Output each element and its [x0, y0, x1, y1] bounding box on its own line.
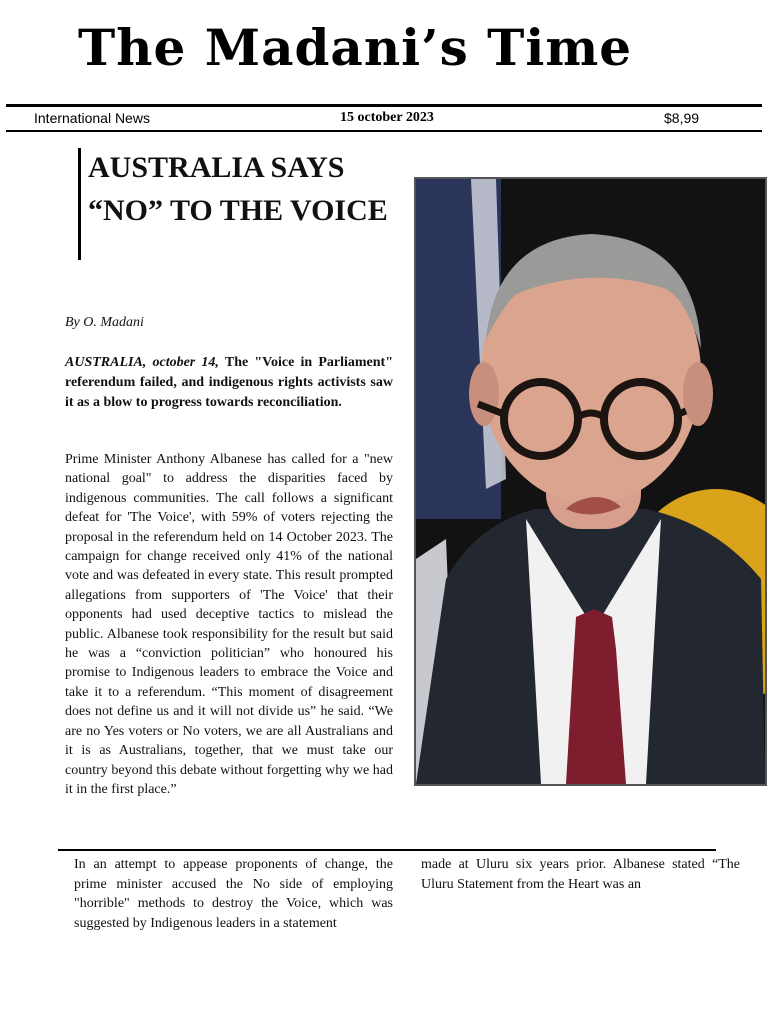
- article-photo: [414, 177, 767, 786]
- article-body: Prime Minister Anthony Albanese has called for a "new national goal" to address the disparities faced by indigenous communities. The call follows a significant defeat for 'The Voice', with 59% of voters rejecting the proposal in the referendum held on 14 October 2023. The campaign for change received only 41% of the national vote and was defeated in every state. This result prompted allegations from supporters of 'The Voice' that their opponents had used deceptive tactics to mislead the public. Albanese took responsibility for the result but said he was a “conviction politician” who honoured his promise to Indigenous leaders to embrace the Voice and take it to a referendum. “This moment of disagreement does not define us and it will not divide us” he said. “We are no Yes voters or No voters, we are all Australians and it is as Australians, together, that we must take our country beyond this debate without forgetting why we had it in the first place.”: [65, 452, 393, 797]
- issue-price: $8,99: [664, 110, 700, 126]
- article-column-left: In an attempt to appease proponents of change, the prime minister accused the No side of employing "horrible" methods to destroy the Voice, which was suggested by Indigenous leaders in a statement: [74, 857, 393, 931]
- article-lede-text: The "Voice in Parliament" referendum failed, and indigenous rights activists saw it as a blow to progress towards reconciliation.: [65, 355, 393, 410]
- article-byline: By O. Madani: [65, 315, 144, 330]
- masthead-rule-top: [6, 104, 762, 107]
- article-headline: AUSTRALIA SAYS “NO” TO THE VOICE: [88, 151, 388, 227]
- article-column-right: made at Uluru six years prior. Albanese stated “The Uluru Statement from the Heart was an: [421, 857, 740, 892]
- column-divider-rule: [58, 849, 716, 851]
- masthead-title: The Madani’s Time: [77, 18, 633, 77]
- article-lede: [65, 353, 393, 413]
- masthead-rule-bottom: [6, 130, 762, 132]
- portrait-illustration: [416, 179, 765, 784]
- section-label: International News: [34, 110, 150, 126]
- article-dateline: AUSTRALIA, october 14,: [65, 355, 219, 370]
- headline-accent-bar: [78, 148, 81, 260]
- issue-date: 15 october 2023: [340, 110, 434, 125]
